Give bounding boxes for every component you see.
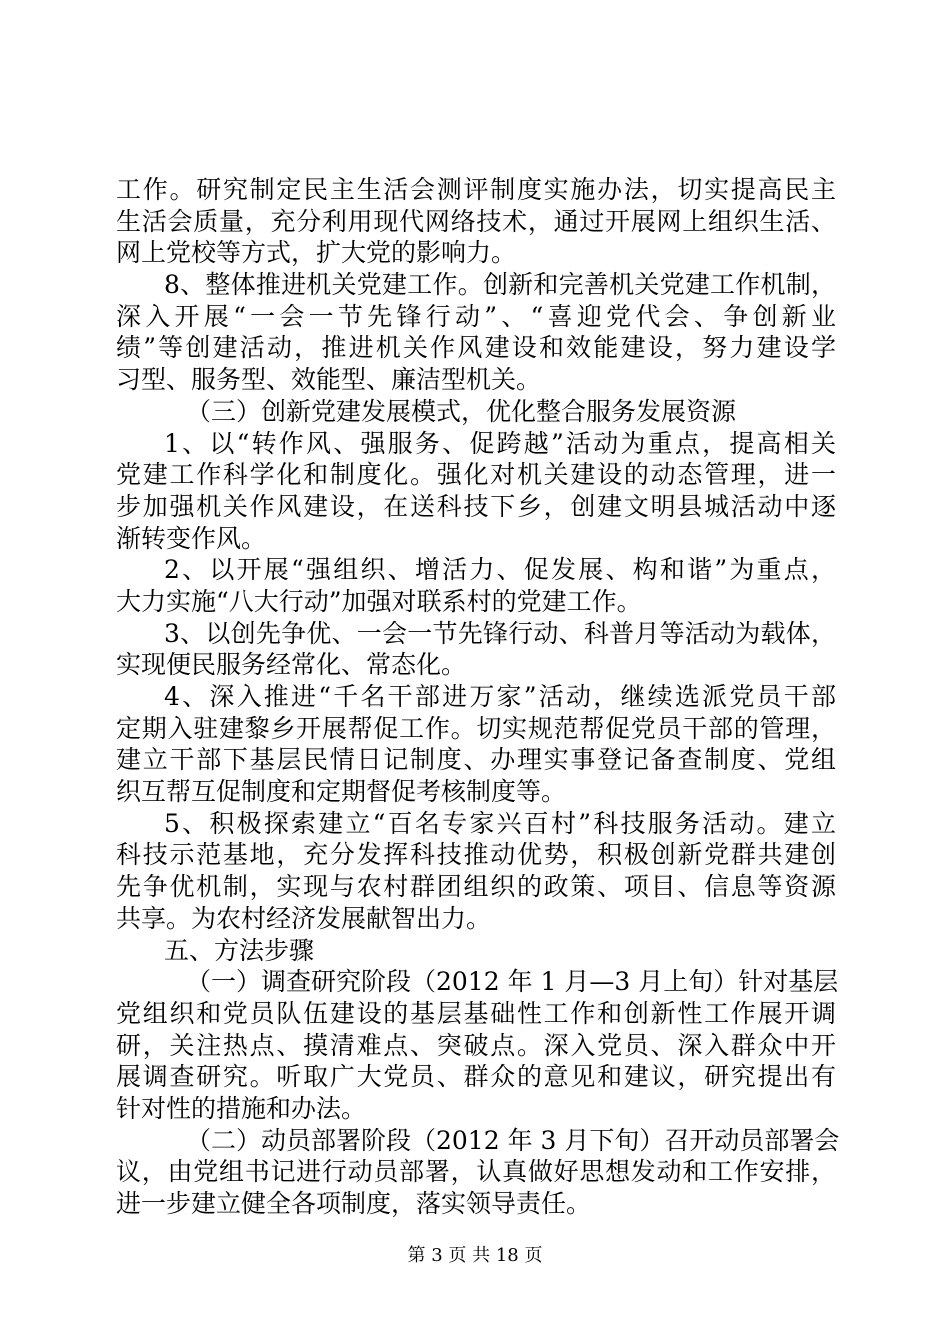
text-line: 研，关注热点、摸清难点、突破点。深入党员、深入群众中开: [116, 1030, 836, 1060]
text-line: 共享。为农村经济发展献智出力。: [116, 903, 492, 933]
text-line: （三）创新党建发展模式，优化整合服务发展资源: [186, 396, 737, 426]
text-line: 步加强机关作风建设，在送科技下乡，创建文明县城活动中逐: [116, 491, 836, 521]
text-line: 习型、服务型、效能型、廉洁型机关。: [116, 365, 542, 395]
body-text: [116, 174, 840, 1220]
text-line: 深入开展“一会一节先锋行动”、“喜迎党代会、争创新业: [116, 301, 836, 331]
text-line: 生活会质量，充分利用现代网络技术，通过开展网上组织生活、: [116, 206, 836, 236]
text-line: 先争优机制，实现与农村群团组织的政策、项目、信息等资源: [116, 872, 836, 902]
text-line: 议，由党组书记进行动员部署，认真做好思想发动和工作安排，: [116, 1157, 836, 1187]
text-line: 渐转变作风。: [116, 523, 267, 553]
text-line: 实现便民服务经常化、常态化。: [116, 650, 467, 680]
text-line: 针对性的措施和办法。: [116, 1093, 367, 1123]
text-line: 党组织和党员队伍建设的基层基础性工作和创新性工作展开调: [116, 998, 836, 1028]
text-line: 织互帮互促制度和定期督促考核制度等。: [116, 777, 567, 807]
text-line: 工作。研究制定民主生活会测评制度实施办法，切实提高民主: [116, 175, 836, 204]
text-line: 5、积极探索建立“百名专家兴百村”科技服务活动。建立: [164, 808, 836, 838]
text-line: 3、以创先争优、一会一节先锋行动、科普月等活动为载体，: [164, 618, 836, 648]
text-line: （二）动员部署阶段（2012 年 3 月下旬）召开动员部署会: [186, 1125, 840, 1155]
text-line: （一）调查研究阶段（2012 年 1 月—3 月上旬）针对基层: [186, 967, 839, 997]
text-line: 大力实施“八大行动”加强对联系村的党建工作。: [116, 586, 642, 616]
text-line: 党建工作科学化和制度化。强化对机关建设的动态管理，进一: [116, 460, 836, 490]
text-line: 进一步建立健全各项制度，落实领导责任。: [116, 1189, 592, 1218]
text-line: 8、整体推进机关党建工作。创新和完善机关党建工作机制，: [164, 270, 836, 300]
page-footer: 第 3 页 共 18 页: [407, 1245, 543, 1266]
text-line: 1、以“转作风、强服务、促跨越”活动为重点，提高相关: [164, 428, 836, 458]
text-line: 定期入驻建黎乡开展帮促工作。切实规范帮促党员干部的管理，: [116, 713, 836, 743]
text-line: 五、方法步骤: [164, 935, 315, 965]
text-line: 展调查研究。听取广大党员、群众的意见和建议，研究提出有: [116, 1062, 836, 1092]
text-line: 建立干部下基层民情日记制度、办理实事登记备查制度、党组: [116, 745, 836, 775]
text-line: 科技示范基地，充分发挥科技推动优势，积极创新党群共建创: [116, 840, 836, 870]
text-line: 2、以开展“强组织、增活力、促发展、构和谐”为重点，: [164, 555, 836, 585]
text-line: 4、深入推进“千名干部进万家”活动，继续选派党员干部: [164, 682, 836, 711]
text-line: 绩”等创建活动，推进机关作风建设和效能建设，努力建设学: [116, 333, 836, 363]
text-line: 网上党校等方式，扩大党的影响力。: [116, 238, 517, 268]
